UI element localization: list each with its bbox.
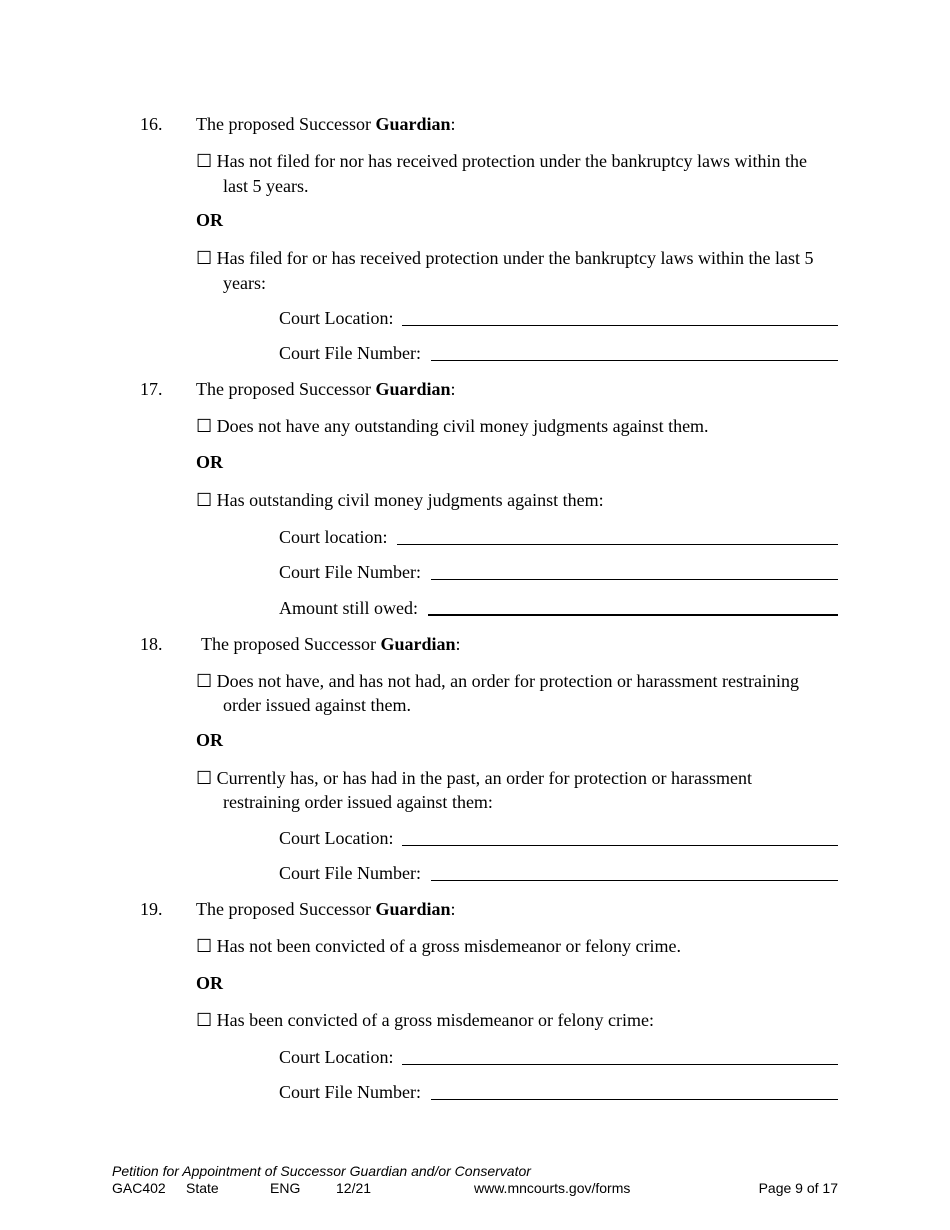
court-location-field[interactable] <box>397 544 838 545</box>
footer-website: www.mncourts.gov/forms <box>474 1180 631 1196</box>
item-number-19: 19. <box>140 899 163 919</box>
item-number-16: 16. <box>140 114 163 134</box>
item-18-option-no-order-cont: order issued against them. <box>223 695 411 715</box>
court-location-label: Court Location: <box>279 308 394 328</box>
item-18-heading: The proposed Successor Guardian: <box>201 634 461 654</box>
checkbox-icon[interactable]: ☐ <box>196 416 213 436</box>
item-19-option-not-convicted[interactable]: ☐ Has not been convicted of a gross misdemeanor or felony crime. <box>196 936 681 956</box>
checkbox-icon[interactable]: ☐ <box>196 1010 213 1030</box>
footer-revision: 12/21 <box>336 1180 372 1196</box>
item-18-option-order[interactable]: ☐ Currently has, or has had in the past, an order for protection or harassment <box>196 768 752 788</box>
checkbox-icon[interactable]: ☐ <box>196 248 213 268</box>
court-location-label: Court location: <box>279 527 388 547</box>
or-label: OR <box>196 973 223 993</box>
court-location-label: Court Location: <box>279 1047 394 1067</box>
court-location-label: Court Location: <box>279 828 394 848</box>
checkbox-icon[interactable]: ☐ <box>196 936 213 956</box>
court-file-number-label: Court File Number: <box>279 343 421 363</box>
court-file-number-field[interactable] <box>431 360 838 361</box>
amount-still-owed-label: Amount still owed: <box>279 598 418 618</box>
footer-language: ENG <box>270 1180 301 1196</box>
court-file-number-label: Court File Number: <box>279 1082 421 1102</box>
or-label: OR <box>196 452 223 472</box>
item-19-option-convicted[interactable]: ☐ Has been convicted of a gross misdemeanor or felony crime: <box>196 1010 654 1030</box>
checkbox-icon[interactable]: ☐ <box>196 768 213 788</box>
checkbox-icon[interactable]: ☐ <box>196 671 213 691</box>
item-17-heading: The proposed Successor Guardian: <box>196 379 456 399</box>
item-16-option-no-bankruptcy[interactable]: ☐ Has not filed for nor has received protection under the bankruptcy laws within the <box>196 151 807 171</box>
footer-form-code: GAC402 <box>112 1180 166 1196</box>
or-label: OR <box>196 730 223 750</box>
court-location-field[interactable] <box>402 845 838 846</box>
item-number-17: 17. <box>140 379 163 399</box>
item-17-option-judgments[interactable]: ☐ Has outstanding civil money judgments against them: <box>196 490 604 510</box>
item-16-option-bankruptcy-cont: years: <box>223 273 266 293</box>
item-19-heading: The proposed Successor Guardian: <box>196 899 456 919</box>
item-17-option-no-judgments[interactable]: ☐ Does not have any outstanding civil money judgments against them. <box>196 416 709 436</box>
court-location-field[interactable] <box>402 1064 838 1065</box>
item-18-option-no-order[interactable]: ☐ Does not have, and has not had, an order for protection or harassment restraining <box>196 671 799 691</box>
or-label: OR <box>196 210 223 230</box>
amount-still-owed-field[interactable] <box>428 614 838 616</box>
item-16-option-bankruptcy[interactable]: ☐ Has filed for or has received protection under the bankruptcy laws within the last 5 <box>196 248 814 268</box>
court-file-number-label: Court File Number: <box>279 863 421 883</box>
court-file-number-field[interactable] <box>431 1099 838 1100</box>
footer-form-title: Petition for Appointment of Successor Guardian and/or Conservator <box>112 1163 531 1179</box>
item-16-option-no-bankruptcy-cont: last 5 years. <box>223 176 309 196</box>
checkbox-icon[interactable]: ☐ <box>196 490 213 510</box>
court-file-number-field[interactable] <box>431 880 838 881</box>
footer-page-number: Page 9 of 17 <box>758 1180 838 1196</box>
item-16-heading: The proposed Successor Guardian: <box>196 114 456 134</box>
item-number-18: 18. <box>140 634 163 654</box>
court-file-number-label: Court File Number: <box>279 562 421 582</box>
checkbox-icon[interactable]: ☐ <box>196 151 213 171</box>
court-file-number-field[interactable] <box>431 579 838 580</box>
court-location-field[interactable] <box>402 325 838 326</box>
footer-jurisdiction: State <box>186 1180 219 1196</box>
item-18-option-order-cont: restraining order issued against them: <box>223 792 493 812</box>
